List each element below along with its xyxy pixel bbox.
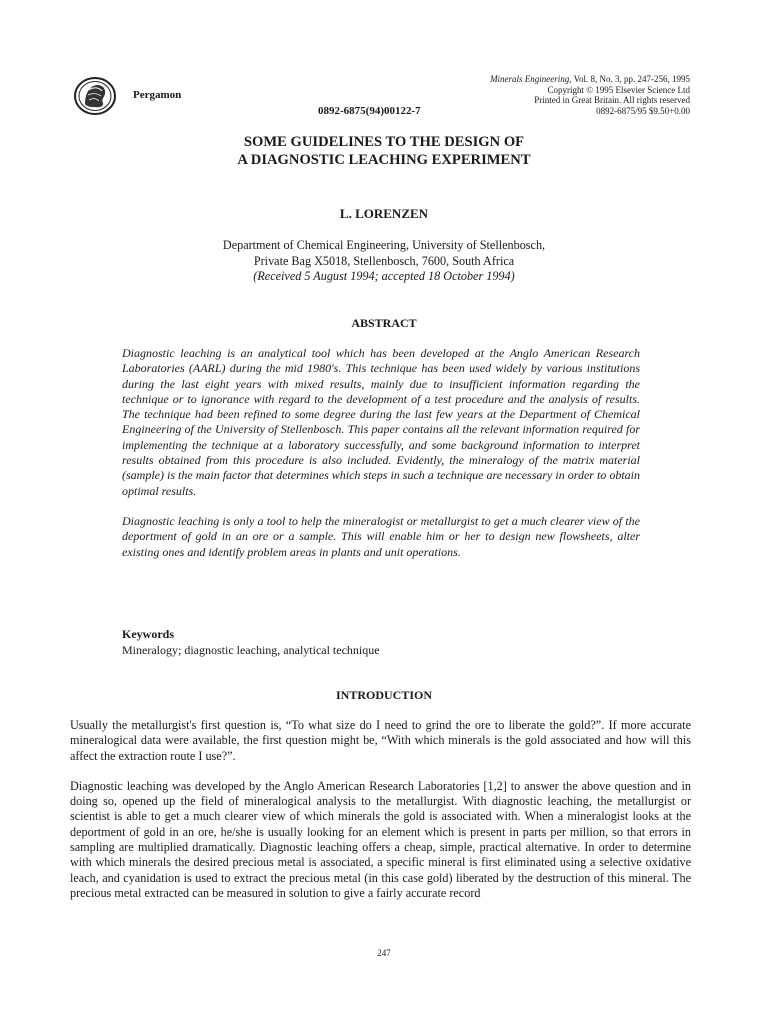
page-number: 247 xyxy=(377,948,391,958)
body-paragraph: Usually the metallurgist's first question is, “To what size do I need to grind the ore to liberate the gold?”. If more accurate mineralogical data were available, the first question might be, “With which minerals is the gold associated and how will this affect the extraction route I use?”. xyxy=(70,718,691,763)
article-doi: 0892-6875(94)00122-7 xyxy=(318,105,421,117)
title-line-2: A DIAGNOSTIC LEACHING EXPERIMENT xyxy=(237,152,531,168)
introduction-body xyxy=(70,718,691,916)
issn-price-line: 0892-6875/95 $9.50+0.00 xyxy=(596,105,690,116)
title-line-1: SOME GUIDELINES TO THE DESIGN OF xyxy=(243,134,525,150)
printed-line: Printed in Great Britain. All rights reserved xyxy=(534,95,690,105)
received-dates: (Received 5 August 1994; accepted 18 October 1994) xyxy=(253,269,515,283)
affiliation-line-2: Private Bag X5018, Stellenbosch, 7600, South Africa xyxy=(253,253,515,268)
keywords-heading: Keywords xyxy=(122,627,174,641)
copyright-line: Copyright © 1995 Elsevier Science Ltd xyxy=(547,84,690,95)
journal-citation xyxy=(490,74,690,85)
affiliation-line-1: Department of Chemical Engineering, University of Stellenbosch, xyxy=(222,238,546,252)
introduction-heading: INTRODUCTION xyxy=(335,688,432,702)
journal-name: Minerals Engineering, xyxy=(490,74,572,84)
keywords-list: Mineralogy; diagnostic leaching, analytical technique xyxy=(122,642,380,657)
journal-info xyxy=(490,74,690,116)
paper-title xyxy=(0,133,768,169)
author-name: L. LORENZEN xyxy=(339,206,429,221)
publisher-name: Pergamon xyxy=(133,89,182,101)
journal-volume: Vol. 8, No. 3, pp. 247-256, 1995 xyxy=(571,74,690,84)
pergamon-logo-icon xyxy=(73,76,117,116)
abstract-paragraph: Diagnostic leaching is only a tool to help the mineralogist or metallurgist to get a much clearer view of the deportment of gold in an ore or a sample. This will enable him or her to design new flowsheets, alter existing ones and identify problem areas in plants and unit operations. xyxy=(122,513,640,559)
keywords-section xyxy=(122,627,380,658)
abstract-body xyxy=(122,346,640,575)
abstract-heading: ABSTRACT xyxy=(351,316,417,330)
affiliation xyxy=(0,238,768,285)
body-paragraph: Diagnostic leaching was developed by the Anglo American Research Laboratories [1,2] to answer the above question and in doing so, opened up the field of mineralogical analysis to the metallurgist. With diagnostic leaching, the metallurgist or scientist is able to get a much clearer view of which minerals the gold is associated with. When a mineralogist looks at the deportment of gold in an ore, he/she is usually looking for an element which is present in parts per million, so that errors in sampling are multiplied dramatically. Diagnostic leaching offers a cheap, simple, practical alternative. In order to determine with which minerals the desired precious metal is associated, a specific mineral is first eliminated using a selective oxidative leach, and cyanidation is used to extract the precious metal (in this case gold) liberated by the destruction of this mineral. The precious metal extracted can be measured in solution to give a fairly accurate record xyxy=(70,778,691,900)
abstract-paragraph: Diagnostic leaching is an analytical tool which has been developed at the Anglo American Research Laboratories (AARL) during the mid 1980's. This technique has been used widely by various institutions during the last eight years with mixed results, mainly due to insufficient information regarding the technique or to ignorance with regard to the development of a test procedure and the analysis of results. The technique had been refined to some degree during the last few years at the Department of Chemical Engineering of the University of Stellenbosch. This paper contains all the relevant information required for implementing the technique at a laboratory successfully, and some background information to interpret results obtained from this procedure is also included. Evidently, the mineralogy of the matrix material (sample) is the main factor that determines which steps in such a technique are necessary in order to obtain optimal results. xyxy=(122,346,640,498)
